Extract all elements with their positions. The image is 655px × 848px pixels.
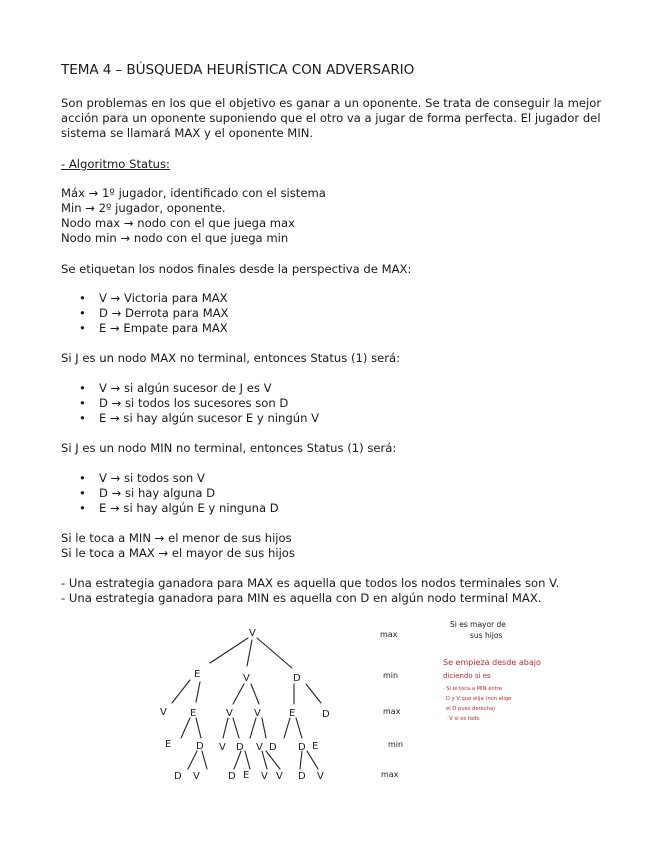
tree-edge bbox=[250, 718, 256, 738]
tree-edge bbox=[296, 718, 302, 738]
definition-line: Nodo max → nodo con el que juega max bbox=[61, 216, 296, 230]
tree-node-label: D bbox=[196, 741, 204, 752]
tree-node-label: V bbox=[254, 708, 261, 719]
min-rules-intro: Si J es un nodo MIN no terminal, entonces Status (1) será: bbox=[61, 441, 397, 455]
red-note-line: D y V que elija (min elige bbox=[446, 696, 512, 702]
tree-node-label: V bbox=[226, 708, 233, 719]
tree-edge bbox=[233, 718, 239, 738]
tree-edge bbox=[262, 718, 266, 738]
tree-edge bbox=[300, 751, 302, 769]
tree-node-label: D bbox=[236, 742, 244, 753]
tree-node-label: E bbox=[289, 708, 296, 719]
level-label: max bbox=[381, 770, 399, 779]
tree-node-label: E bbox=[165, 739, 172, 750]
tree-node-label: D bbox=[174, 771, 182, 782]
list-item: • V → si algún sucesor de J es V bbox=[61, 381, 621, 396]
tree-edge bbox=[223, 718, 228, 738]
tree-edge bbox=[196, 718, 201, 738]
tree-edge bbox=[202, 751, 207, 769]
list-item: • E → si hay algún sucesor E y ningún V bbox=[61, 411, 621, 426]
tree-node-label: D bbox=[228, 771, 236, 782]
tree-node-label: D bbox=[298, 771, 306, 782]
tree-edge bbox=[247, 640, 252, 666]
tree-node-label: E bbox=[312, 741, 319, 752]
tree-edge bbox=[234, 751, 241, 769]
tree-edge bbox=[257, 638, 292, 668]
note-line: Si es mayor de bbox=[450, 620, 506, 629]
red-note-line: el D pues derecha) bbox=[446, 706, 496, 712]
list-item: • E → Empate para MAX bbox=[61, 321, 621, 336]
red-note-line: diciendo si es bbox=[443, 672, 491, 680]
tree-edge bbox=[172, 680, 190, 703]
algorithm-heading: - Algoritmo Status: bbox=[61, 157, 170, 171]
tree-edge bbox=[284, 718, 290, 738]
list-item: • D → si todos los sucesores son D bbox=[61, 396, 621, 411]
tree-node-label: V bbox=[276, 771, 283, 782]
toca-line: Si le toca a MIN → el menor de sus hijos bbox=[61, 531, 292, 545]
list-item: • D → si hay alguna D bbox=[61, 486, 621, 501]
intro-paragraph: Son problemas en los que el objetivo es ganar a un oponente. Se trata de conseguir la mejor acción para un oponente suponiendo que el otro va a jugar de forma perfecta. El jugador del sistema se llamará MAX y el oponente MIN. bbox=[61, 96, 602, 140]
toca-line: Si le toca a MAX → el mayor de sus hijos bbox=[61, 546, 295, 560]
tree-node-label: V bbox=[160, 707, 167, 718]
list-item: • V → si todos son V bbox=[61, 471, 621, 486]
tree-node-label: E bbox=[190, 708, 197, 719]
tree-edge bbox=[233, 684, 244, 704]
list-item: • D → Derrota para MAX bbox=[61, 306, 621, 321]
level-label: max bbox=[383, 707, 401, 716]
strategy-line: - Una estrategia ganadora para MAX es aquella que todos los nodos terminales son V. bbox=[61, 576, 560, 590]
tree-edge bbox=[188, 751, 197, 769]
tree-edge bbox=[306, 684, 321, 703]
red-note-line: · V si es todo bbox=[446, 716, 480, 722]
red-note-line: · Si le toca a MIN entre bbox=[443, 686, 502, 692]
tree-node-label: V bbox=[317, 771, 324, 782]
final-labels-intro: Se etiquetan los nodos finales desde la perspectiva de MAX: bbox=[61, 262, 412, 276]
red-note-line: Se empieza desde abajo bbox=[443, 658, 541, 667]
tree-edge bbox=[181, 718, 190, 738]
note-line: sus hijos bbox=[470, 631, 503, 640]
tree-node-label: V bbox=[243, 673, 250, 684]
tree-edge bbox=[266, 751, 280, 769]
tree-node-label: D bbox=[322, 709, 330, 720]
tree-node-label: V bbox=[249, 628, 256, 639]
level-label: max bbox=[380, 630, 398, 639]
level-label: min bbox=[383, 671, 399, 680]
tree-edge bbox=[307, 751, 318, 769]
list-item: • E → si hay algún E y ninguna D bbox=[61, 501, 621, 516]
tree-node-label: D bbox=[298, 742, 306, 753]
tree-node-label: D bbox=[269, 742, 277, 753]
definition-line: Máx → 1º jugador, identificado con el sistema bbox=[61, 186, 326, 200]
tree-edge bbox=[210, 638, 248, 663]
tree-edge bbox=[262, 751, 267, 769]
tree-node-label: V bbox=[193, 771, 200, 782]
tree-node-label: E bbox=[194, 669, 201, 680]
level-label: min bbox=[388, 740, 404, 749]
strategy-line: - Una estrategia ganadora para MIN es aquella con D en algún nodo terminal MAX. bbox=[61, 591, 542, 605]
tree-edge bbox=[245, 751, 250, 769]
page-title: TEMA 4 – BÚSQUEDA HEURÍSTICA CON ADVERSARIO bbox=[61, 62, 415, 78]
tree-node-label: E bbox=[243, 770, 250, 781]
tree-node-label: V bbox=[256, 742, 263, 753]
list-item: • V → Victoria para MAX bbox=[61, 291, 621, 306]
max-rules-intro: Si J es un nodo MAX no terminal, entonces Status (1) será: bbox=[61, 351, 401, 365]
tree-node-label: D bbox=[293, 673, 301, 684]
tree-node-label: V bbox=[261, 771, 268, 782]
tree-edge bbox=[196, 682, 200, 702]
definition-line: Nodo min → nodo con el que juega min bbox=[61, 231, 289, 245]
tree-node-label: V bbox=[219, 742, 226, 753]
tree-edge bbox=[251, 684, 259, 704]
definition-line: Min → 2º jugador, oponente. bbox=[61, 201, 226, 215]
